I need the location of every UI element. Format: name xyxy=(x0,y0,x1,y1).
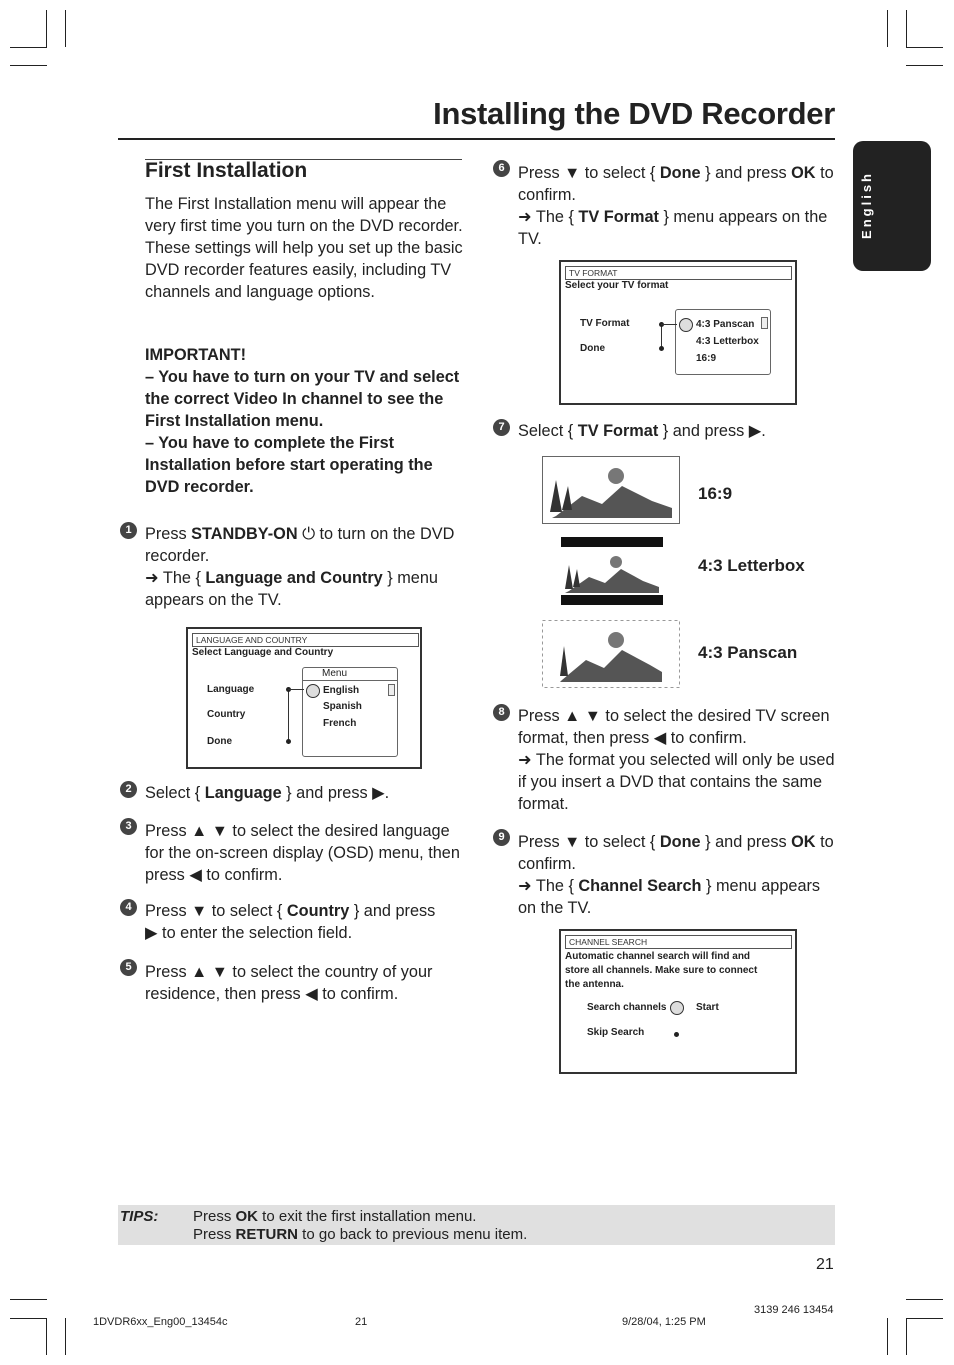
tip-1: Press OK to exit the first installation menu. xyxy=(193,1208,477,1225)
osd-row-country: Country xyxy=(207,709,246,720)
crop-mark xyxy=(10,47,47,48)
important-item-2: – You have to complete the First Installation before start operating the DVD recorder. xyxy=(145,434,433,496)
osd-row-skip-search: Skip Search xyxy=(587,1027,645,1038)
step-4: Press ▼ to select { Country } and press ▶ to enter the selection field. xyxy=(145,902,436,942)
step-number: 7 xyxy=(493,419,510,436)
osd-option: Spanish xyxy=(323,701,362,712)
crop-mark xyxy=(887,10,888,47)
panscan-illustration xyxy=(542,620,680,688)
osd-row-done: Done xyxy=(580,343,605,354)
crop-mark xyxy=(906,1318,907,1355)
widescreen-illustration xyxy=(542,456,680,524)
format-label-16-9: 16:9 xyxy=(698,484,733,503)
osd-option: 4:3 Panscan xyxy=(696,319,755,330)
crop-mark xyxy=(65,10,66,47)
crop-mark xyxy=(10,65,47,66)
tip-2: Press RETURN to go back to previous menu item. xyxy=(193,1226,528,1243)
osd-description: Automatic channel search will find and xyxy=(565,951,751,962)
osd-description: store all channels. Make sure to connect xyxy=(565,965,758,976)
crop-mark xyxy=(906,65,943,66)
language-tab: English xyxy=(853,141,931,271)
title-divider xyxy=(118,138,835,140)
osd-description: the antenna. xyxy=(565,979,624,990)
step-number: 9 xyxy=(493,829,510,846)
crop-mark xyxy=(906,10,907,47)
section-title: First Installation xyxy=(145,159,308,182)
osd-header: TV FORMAT xyxy=(565,266,792,280)
crop-mark xyxy=(906,1318,943,1319)
step-5: Press ▲ ▼ to select the country of your residence, then press ◀ to confirm. xyxy=(145,963,433,1003)
select-icon xyxy=(670,1001,684,1015)
important-note xyxy=(145,344,463,498)
footer-page: 21 xyxy=(355,1316,368,1328)
step-number: 1 xyxy=(120,522,137,539)
format-label-panscan: 4:3 Panscan xyxy=(698,643,798,662)
crop-mark xyxy=(65,1318,66,1355)
tips-label: TIPS: xyxy=(120,1208,159,1225)
osd-row-language: Language xyxy=(207,684,255,695)
crop-mark xyxy=(887,1318,888,1355)
select-icon xyxy=(679,318,693,332)
osd-row-search-channels: Search channels xyxy=(587,1002,667,1013)
footer-file: 1DVDR6xx_Eng00_13454c xyxy=(93,1316,228,1328)
osd-option: English xyxy=(323,685,360,696)
osd-option: French xyxy=(323,718,357,729)
scrollbar-icon xyxy=(388,684,395,696)
step-9: Press ▼ to select { Done } and press OK to confirm. ➜ The { Channel Search } menu appears on the TV. xyxy=(518,833,834,917)
step-number: 2 xyxy=(120,781,137,798)
crop-mark xyxy=(10,1299,47,1300)
osd-header: LANGUAGE AND COUNTRY xyxy=(192,633,419,647)
page-number: 21 xyxy=(816,1256,834,1273)
tips-box xyxy=(118,1205,835,1245)
crop-mark xyxy=(906,47,943,48)
step-number: 3 xyxy=(120,818,137,835)
osd-row-tv-format: TV Format xyxy=(580,318,630,329)
select-icon xyxy=(306,684,320,698)
osd-value-start: Start xyxy=(696,1002,719,1013)
format-label-letterbox: 4:3 Letterbox xyxy=(698,556,805,575)
step-3: Press ▲ ▼ to select the desired language for the on-screen display (OSD) menu, then press ◀ to confirm. xyxy=(145,822,460,884)
crop-mark xyxy=(46,10,47,47)
crop-mark xyxy=(46,1318,47,1355)
intro-text: The First Installation menu will appear the very first time you turn on the DVD recorder. These settings will help you set up the basic DVD recorder features easily, including TV channels and language options. xyxy=(145,195,463,301)
step-number: 6 xyxy=(493,160,510,177)
important-item-1: – You have to turn on your TV and select the correct Video In channel to see the First Installation menu. xyxy=(145,368,460,430)
letterbox-illustration xyxy=(561,537,663,605)
step-2: Select { Language } and press ▶. xyxy=(145,784,390,802)
osd-header: CHANNEL SEARCH xyxy=(565,935,792,949)
osd-subtitle: Select your TV format xyxy=(565,280,669,291)
scrollbar-icon xyxy=(761,317,768,329)
step-8: Press ▲ ▼ to select the desired TV screen format, then press ◀ to confirm. ➜ The format you selected will only be used if you insert a DVD that contains the same format. xyxy=(518,707,835,813)
step-7: Select { TV Format } and press ▶. xyxy=(518,422,766,440)
osd-option: 4:3 Letterbox xyxy=(696,336,759,347)
step-1: Press STANDBY-ON ⏻ to turn on the DVD recorder. ➜ The { Language and Country } menu appears on the TV. xyxy=(145,525,455,609)
step-number: 4 xyxy=(120,899,137,916)
page-title: Installing the DVD Recorder xyxy=(433,96,835,131)
important-label: IMPORTANT! xyxy=(145,346,246,364)
osd-subtitle: Select Language and Country xyxy=(192,647,334,658)
footer-code: 3139 246 13454 xyxy=(754,1304,834,1316)
osd-channel-search xyxy=(559,929,797,1074)
step-number: 8 xyxy=(493,704,510,721)
osd-language-country xyxy=(186,627,422,769)
footer-date: 9/28/04, 1:25 PM xyxy=(622,1316,706,1328)
step-6: Press ▼ to select { Done } and press OK to confirm. ➜ The { TV Format } menu appears on the TV. xyxy=(518,164,834,248)
osd-panel-title: Menu xyxy=(322,668,348,679)
step-number: 5 xyxy=(120,959,137,976)
osd-option: 16:9 xyxy=(696,353,717,364)
osd-tv-format xyxy=(559,260,797,405)
crop-mark xyxy=(906,1299,943,1300)
crop-mark xyxy=(10,1318,47,1319)
osd-row-done: Done xyxy=(207,736,232,747)
